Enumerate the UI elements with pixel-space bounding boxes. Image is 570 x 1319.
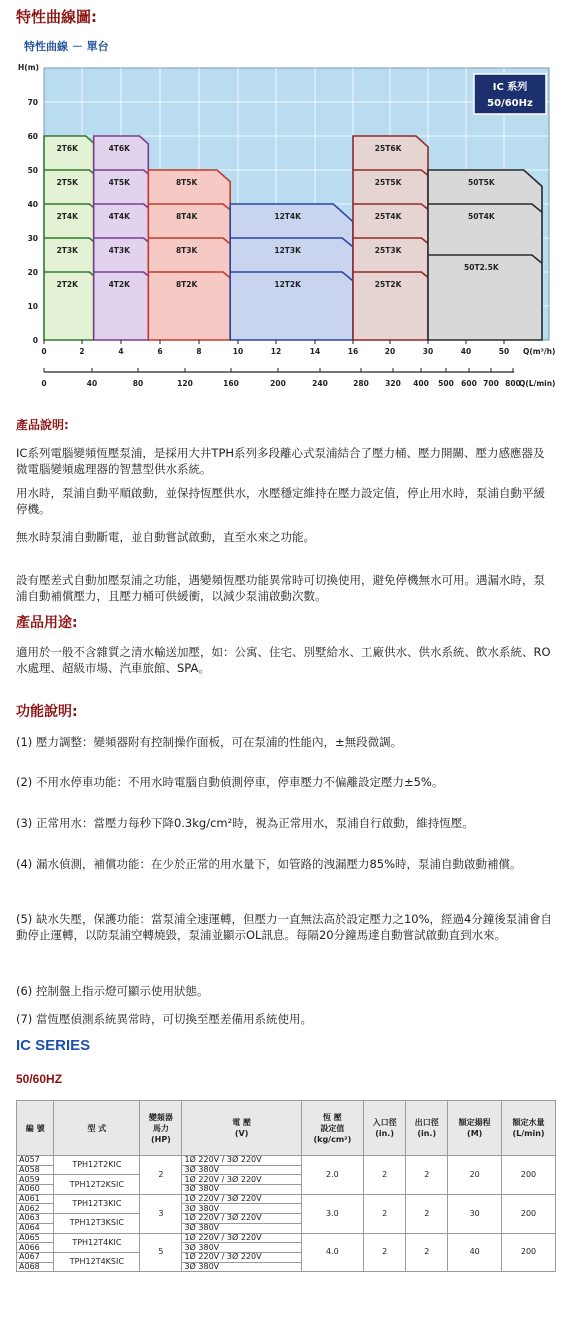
x2-tick-label: 80	[132, 379, 144, 388]
function-item: (3) 正常用水：當壓力每秒下降0.3kg/cm²時，視為正常用水，泵浦自行啟動，維持恆壓。	[16, 816, 474, 830]
curve-label: 4T6K	[108, 144, 130, 153]
x-tick-label: 2	[79, 347, 85, 356]
curve-label: 2T2K	[56, 280, 78, 289]
voltage-cell: 1Ø 220V / 3Ø 220V	[182, 1156, 301, 1166]
badge-frequency: 50/60Hz	[487, 98, 533, 109]
code-cell: A062	[17, 1204, 54, 1214]
table-body	[17, 1156, 556, 1272]
x2-tick-label: 280	[353, 379, 369, 388]
x2-tick-label: 500	[438, 379, 454, 388]
x-tick-label: 40	[460, 347, 472, 356]
table-header-cell: 額定揚程 (M)	[448, 1101, 502, 1156]
code-cell: A063	[17, 1214, 54, 1224]
performance-curve-chart	[14, 34, 559, 404]
curve-label: 50T4K	[468, 212, 495, 221]
x2-tick-label: 800	[505, 379, 521, 388]
pressure-cell: 4.0	[301, 1233, 363, 1272]
x2-tick-label: 320	[385, 379, 401, 388]
flow-cell: 200	[502, 1156, 556, 1195]
voltage-cell: 1Ø 220V / 3Ø 220V	[182, 1252, 301, 1262]
curve-label: 4T2K	[108, 280, 130, 289]
product-use-paragraph: 適用於一般不含雜質之清水輸送加壓，如：公寓、住宅、別墅給水、工廠供水、供水系統、飲水系統、RO水處理、超級市場、汽車旅館、SPA。	[16, 645, 551, 675]
x2-tick-label: 0	[41, 379, 47, 388]
voltage-cell: 3Ø 380V	[182, 1204, 301, 1214]
model-cell: TPH12T4KIC	[54, 1233, 140, 1252]
y-tick-label: 40	[27, 200, 38, 209]
chart-title: 特性曲線 － 單台	[24, 40, 109, 53]
curve-label: 12T2K	[274, 280, 301, 289]
head-cell: 40	[448, 1233, 502, 1272]
table-header-cell: 變頻器 馬力 (HP)	[140, 1101, 182, 1156]
description-paragraph-1: IC系列電腦變頻恆壓泵浦，是採用大井TPH系列多段離心式泵浦結合了壓力桶、壓力開關、壓力感應器及微電腦變頻處理器的智慧型供水系統。	[16, 446, 545, 476]
curve-label: 4T3K	[108, 246, 130, 255]
voltage-cell: 3Ø 380V	[182, 1185, 301, 1195]
curve-label: 8T5K	[175, 178, 198, 187]
table-row	[17, 1156, 556, 1166]
x2-tick-label: 200	[270, 379, 286, 388]
description-paragraph-4: 設有壓差式自動加壓泵浦之功能，遇變頻恆壓功能異常時可切換使用，避免停機無水可用。遇漏水時，泵浦自動補償壓力，且壓力桶可供緩衝，以減少泵浦啟動次數。	[16, 573, 545, 603]
curve-label: 25T2K	[374, 280, 402, 289]
voltage-cell: 1Ø 220V / 3Ø 220V	[182, 1175, 301, 1185]
curve-label: 25T6K	[374, 144, 402, 153]
curve-label: 2T6K	[56, 144, 78, 153]
table-header-row	[17, 1101, 556, 1156]
x-tick-label: 16	[347, 347, 359, 356]
x-axis-label: Q(m³/h)	[523, 347, 556, 356]
code-cell: A061	[17, 1194, 54, 1204]
curve-label: 50T2.5K	[464, 263, 499, 272]
table-header-cell: 編 號	[17, 1101, 54, 1156]
function-item: (7) 當恆壓偵測系統異常時，可切換至壓差備用系統使用。	[16, 1012, 312, 1026]
spec-table	[16, 1100, 556, 1272]
voltage-cell: 3Ø 380V	[182, 1262, 301, 1272]
y-tick-label: 30	[27, 234, 38, 243]
table-header-cell: 入口徑 (in.)	[364, 1101, 406, 1156]
voltage-cell: 1Ø 220V / 3Ø 220V	[182, 1233, 301, 1243]
function-item: (6) 控制盤上指示燈可顯示使用狀態。	[16, 984, 209, 998]
y-tick-label: 50	[27, 166, 38, 175]
curve-label: 2T4K	[56, 212, 78, 221]
x-tick-label: 20	[384, 347, 396, 356]
inlet-cell: 2	[364, 1233, 406, 1272]
x-tick-label: 10	[232, 347, 244, 356]
curve-label: 25T3K	[374, 246, 402, 255]
code-cell: A067	[17, 1252, 54, 1262]
code-cell: A057	[17, 1156, 54, 1166]
y-tick-label: 20	[27, 268, 38, 277]
function-item: (1) 壓力調整：變頻器附有控制操作面板，可在泵浦的性能內，±無段微調。	[16, 735, 403, 749]
pressure-cell: 3.0	[301, 1194, 363, 1233]
x2-tick-label: 120	[177, 379, 193, 388]
curve-label: 50T5K	[468, 178, 495, 187]
badge-series: IC 系列	[492, 82, 528, 93]
function-item: (4) 漏水偵測，補償功能：在少於正常的用水量下，如管路的洩漏壓力85%時，泵浦自動啟動補償。	[16, 857, 522, 871]
curve-label: 25T4K	[374, 212, 402, 221]
code-cell: A058	[17, 1165, 54, 1175]
voltage-cell: 3Ø 380V	[182, 1223, 301, 1233]
voltage-cell: 3Ø 380V	[182, 1165, 301, 1175]
outlet-cell: 2	[406, 1156, 448, 1195]
inlet-cell: 2	[364, 1156, 406, 1195]
x2-tick-label: 700	[483, 379, 499, 388]
x2-tick-label: 400	[413, 379, 429, 388]
curve-label: 2T5K	[56, 178, 78, 187]
inlet-cell: 2	[364, 1194, 406, 1233]
x-tick-label: 12	[270, 347, 282, 356]
curve-label: 25T5K	[374, 178, 402, 187]
curve-section-title: 特性曲線圖:	[16, 8, 97, 26]
pressure-cell: 2.0	[301, 1156, 363, 1195]
x-tick-label: 50	[498, 347, 510, 356]
function-item: (2) 不用水停車功能：不用水時電腦自動偵測停車，停車壓力不偏離設定壓力±5%。	[16, 775, 444, 789]
curve-label: 2T3K	[56, 246, 78, 255]
hp-cell: 5	[140, 1233, 182, 1272]
curve-label: 4T5K	[108, 178, 130, 187]
y-tick-label: 70	[27, 98, 38, 107]
table-row	[17, 1233, 556, 1243]
curve-label: 4T4K	[108, 212, 130, 221]
curve-family-8T	[148, 170, 230, 340]
x2-axis-label: Q(L/min)	[519, 379, 556, 388]
series-title: IC SERIES	[16, 1037, 91, 1054]
code-cell: A060	[17, 1185, 54, 1195]
table-header-cell: 恆 壓 設定值 (kg/cm²)	[301, 1101, 363, 1156]
x-tick-label: 30	[422, 347, 434, 356]
x-tick-label: 4	[118, 347, 124, 356]
outlet-cell: 2	[406, 1194, 448, 1233]
x2-tick-label: 600	[461, 379, 477, 388]
table-header-cell: 出口徑 (in.)	[406, 1101, 448, 1156]
table-header-cell: 型 式	[54, 1101, 140, 1156]
x-tick-label: 8	[196, 347, 202, 356]
hp-cell: 2	[140, 1156, 182, 1195]
voltage-cell: 1Ø 220V / 3Ø 220V	[182, 1214, 301, 1224]
description-paragraph-3: 無水時泵浦自動斷電，並自動嘗試啟動，直至水來之功能。	[16, 530, 315, 544]
curve-label: 12T3K	[274, 246, 301, 255]
hp-cell: 3	[140, 1194, 182, 1233]
y-tick-label: 0	[32, 336, 38, 345]
head-cell: 20	[448, 1156, 502, 1195]
model-cell: TPH12T3KIC	[54, 1194, 140, 1213]
x2-tick-label: 240	[312, 379, 328, 388]
x2-tick-label: 40	[86, 379, 98, 388]
code-cell: A066	[17, 1243, 54, 1253]
head-cell: 30	[448, 1194, 502, 1233]
x-tick-label: 14	[309, 347, 321, 356]
curve-label: 12T4K	[274, 212, 301, 221]
model-cell: TPH12T2KIC	[54, 1156, 140, 1175]
y-tick-label: 60	[27, 132, 38, 141]
code-cell: A068	[17, 1262, 54, 1272]
flow-cell: 200	[502, 1194, 556, 1233]
x-tick-label: 6	[157, 347, 163, 356]
code-cell: A065	[17, 1233, 54, 1243]
table-row	[17, 1194, 556, 1204]
frequency-title: 50/60HZ	[16, 1072, 63, 1086]
description-paragraph-2: 用水時，泵浦自動平順啟動，並保持恆壓供水，水壓穩定維持在壓力設定值，停止用水時，泵浦自動平緩停機。	[16, 486, 545, 516]
x2-tick-label: 160	[223, 379, 239, 388]
curve-label: 8T3K	[175, 246, 198, 255]
outlet-cell: 2	[406, 1233, 448, 1272]
table-header-cell: 額定水量 (L/min)	[502, 1101, 556, 1156]
x-tick-label: 0	[41, 347, 47, 356]
function-item: (5) 缺水失壓，保護功能：當泵浦全速運轉，但壓力一直無法高於設定壓力之10%，經過4分鐘後泵浦會自動停止運轉，以防泵浦空轉燒毀，泵浦並顯示OL訊息。每隔20分鐘馬達自動嘗試啟動直到水來。	[16, 912, 552, 942]
table-header-cell: 電 壓 (V)	[182, 1101, 301, 1156]
curve-label: 8T4K	[175, 212, 198, 221]
model-cell: TPH12T4KSIC	[54, 1252, 140, 1271]
y-axis-label: H(m)	[18, 63, 39, 72]
product-use-heading: 產品用途:	[16, 615, 78, 631]
y-tick-label: 10	[27, 302, 38, 311]
code-cell: A064	[17, 1223, 54, 1233]
code-cell: A059	[17, 1175, 54, 1185]
curve-label: 8T2K	[175, 280, 198, 289]
functions-heading: 功能說明:	[16, 704, 78, 720]
model-cell: TPH12T3KSIC	[54, 1214, 140, 1233]
voltage-cell: 3Ø 380V	[182, 1243, 301, 1253]
flow-cell: 200	[502, 1233, 556, 1272]
voltage-cell: 1Ø 220V / 3Ø 220V	[182, 1194, 301, 1204]
product-description-heading: 產品說明:	[16, 418, 69, 432]
model-cell: TPH12T2KSIC	[54, 1175, 140, 1194]
